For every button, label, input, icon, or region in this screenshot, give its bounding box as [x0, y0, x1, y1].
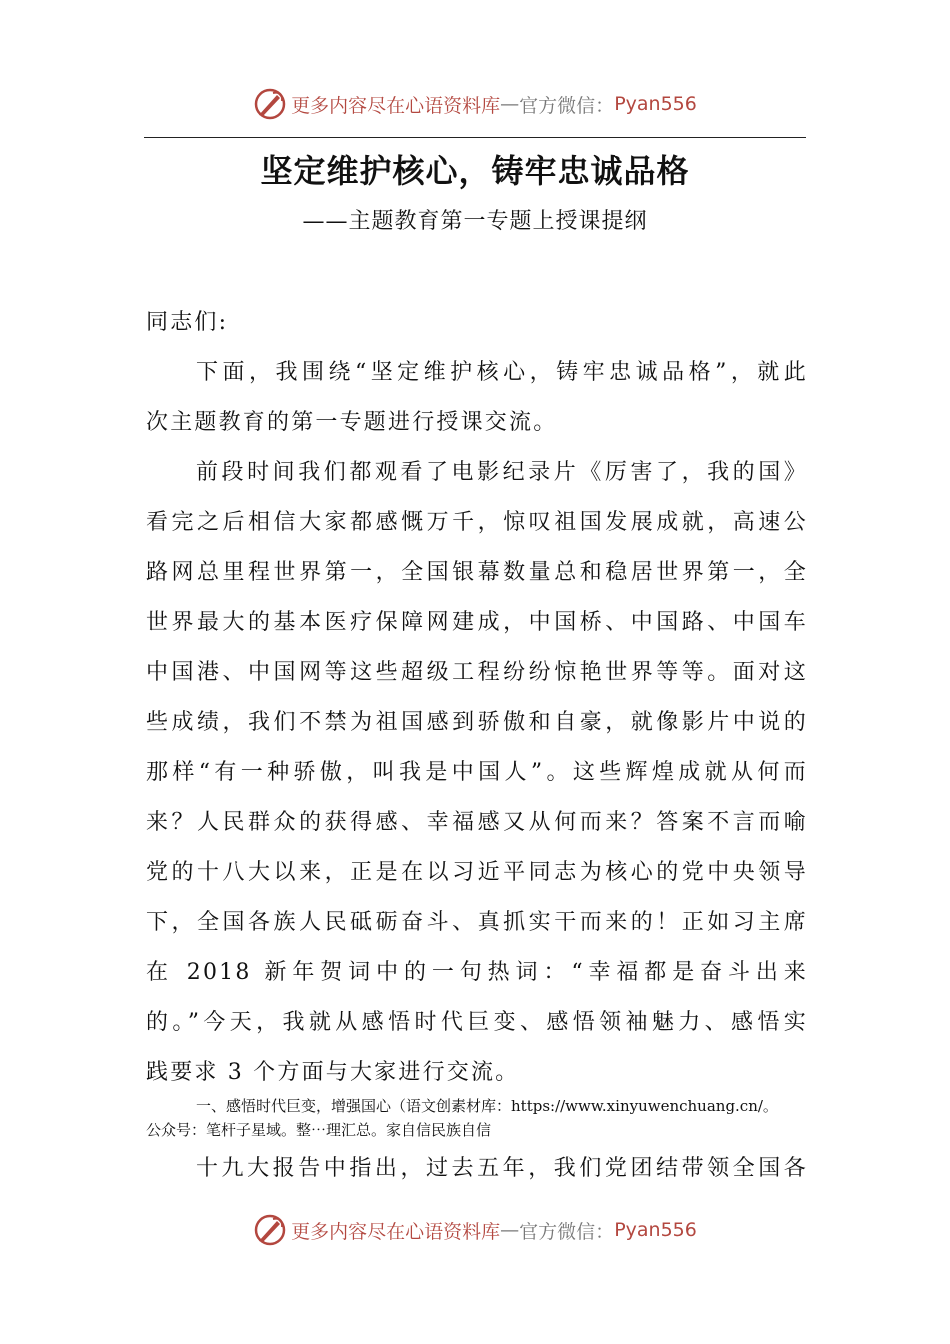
para2-line: 些成绩，我们不禁为祖国感到骄傲和自豪，就像影片中说的 [146, 710, 808, 735]
document-body [146, 298, 808, 1098]
banner-dash: — [500, 93, 520, 115]
para2-line: 党的十八大以来，正是在以习近平同志为核心的党中央领导 [146, 860, 808, 885]
note-line: 一、感悟时代巨变，增强国心（语文创素材库：https://www.xinyuwenchuang.cn/。 [196, 1097, 778, 1115]
banner-label: 官方微信： [519, 1220, 615, 1243]
para1-line: 次主题教育的第一专题进行授课交流。 [146, 410, 558, 435]
banner-dash: — [500, 1219, 520, 1241]
quill-logo-icon [253, 1213, 287, 1247]
para2-line: 中国港、中国网等这些超级工程纷纷惊艳世界等等。面对这 [146, 660, 808, 685]
section-heading-note [146, 1094, 808, 1142]
document-subtitle: ——主题教育第一专题上授课提纲 [302, 209, 648, 234]
greeting: 同志们: [146, 310, 229, 335]
banner-title: 更多内容尽在心语资料库 [291, 94, 501, 117]
banner-wechat-id: Pyan556 [614, 93, 697, 115]
quill-logo-icon [253, 87, 287, 121]
para2-line: 在 2018 新年贺词中的一句热词：“幸福都是奋斗出来 [146, 960, 808, 985]
para1-line: 下面，我围绕“坚定维护核心，铸牢忠诚品格”，就此 [196, 360, 808, 385]
para2-line: 践要求 3 个方面与大家进行交流。 [146, 1060, 520, 1085]
para2-line: 路网总里程世界第一，全国银幕数量总和稳居世界第一，全 [146, 560, 808, 585]
para2-line: 那样“有一种骄傲，叫我是中国人”。这些辉煌成就从何而 [146, 760, 808, 785]
note-line: 公众号：笔杆子星域。整⋯理汇总。家自信民族自信 [146, 1121, 492, 1139]
footer-banner [0, 1210, 950, 1250]
para3-line: 十九大报告中指出，过去五年，我们党团结带领全国各 [196, 1156, 808, 1181]
para2-line: 来？人民群众的获得感、幸福感又从何而来？答案不言而喻 [146, 810, 808, 835]
header-banner [0, 84, 950, 124]
banner-title: 更多内容尽在心语资料库 [291, 1220, 501, 1243]
document-title: 坚定维护核心，铸牢忠诚品格 [260, 152, 690, 190]
para2-line: 的。”今天，我就从感悟时代巨变、感悟领袖魅力、感悟实 [146, 1010, 808, 1035]
document-body-continued [146, 1144, 808, 1194]
banner-wechat-id: Pyan556 [614, 1219, 697, 1241]
para2-line: 世界最大的基本医疗保障网建成，中国桥、中国路、中国车 [146, 610, 808, 635]
para2-line: 看完之后相信大家都感慨万千，惊叹祖国发展成就，高速公 [146, 510, 808, 535]
header-rule [144, 137, 806, 138]
banner-label: 官方微信： [519, 94, 615, 117]
para2-line: 下，全国各族人民砥砺奋斗、真抓实干而来的！正如习主席 [146, 910, 808, 935]
para2-line: 前段时间我们都观看了电影纪录片《厉害了，我的国》 [196, 460, 808, 485]
